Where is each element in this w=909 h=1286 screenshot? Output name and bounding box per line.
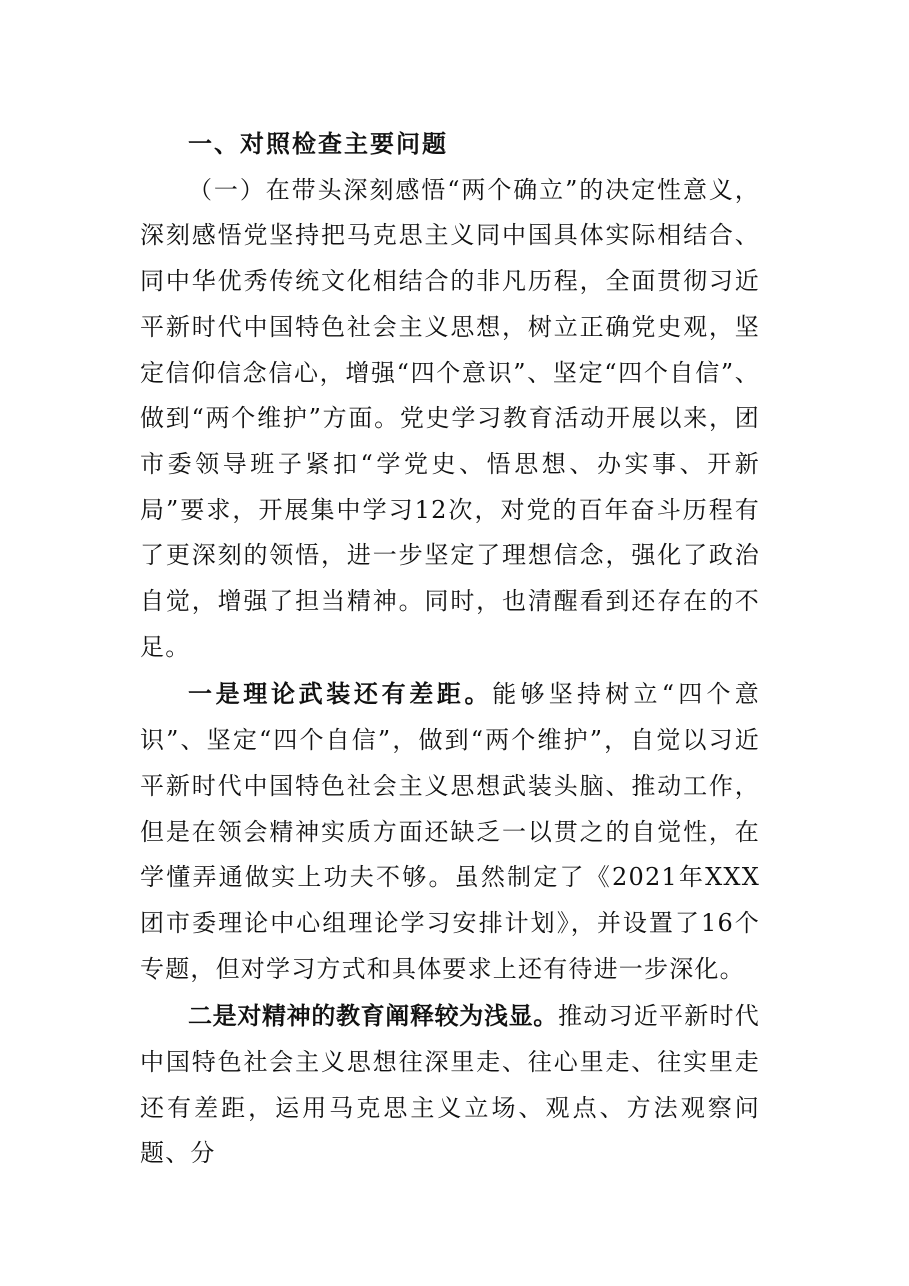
paragraph-1 [140, 168, 760, 671]
paragraph-2-lead: 一是理论武装还有差距。 [188, 680, 493, 709]
section-heading: 一、对照检查主要问题 [188, 130, 448, 158]
paragraph-2-text: 能够坚持树立“四个意识”、坚定“四个自信”，做到“两个维护”，自觉以习近平新时代中国特色社会主义思想武装头脑、推动工作，但是在领会精神实质方面还缺乏一以贯之的自觉性，在学懂弄通做实上功夫不够。虽然制定了《2021年XXX团市委理论中心组理论学习安排计划》，并设置了16个专题，但对学习方式和具体要求上还有待进一步深化。 [140, 680, 760, 983]
document-body [140, 122, 760, 1177]
paragraph-3-text: 推动习近平新时代中国特色社会主义思想往深里走、往心里走、往实里走还有差距，运用马克思主义立场、观点、方法观察问题、分 [140, 1002, 760, 1168]
paragraph-3 [140, 994, 760, 1177]
paragraph-1-text: （一）在带头深刻感悟“两个确立”的决定性意义，深刻感悟党坚持把马克思主义同中国具体实际相结合、同中华优秀传统文化相结合的非凡历程，全面贯彻习近平新时代中国特色社会主义思想，树立正确党史观，坚定信仰信念信心，增强“四个意识”、坚定“四个自信”、做到“两个维护”方面。党史学习教育活动开展以来，团市委领导班子紧扣“学党史、悟思想、办实事、开新局”要求，开展集中学习12次，对党的百年奋斗历程有了更深刻的领悟，进一步坚定了理想信念，强化了政治自觉，增强了担当精神。同时，也清醒看到还存在的不足。 [140, 175, 760, 661]
paragraph-3-lead: 二是对精神的教育阐释较为浅显。 [188, 1002, 558, 1031]
paragraph-2 [140, 672, 760, 992]
